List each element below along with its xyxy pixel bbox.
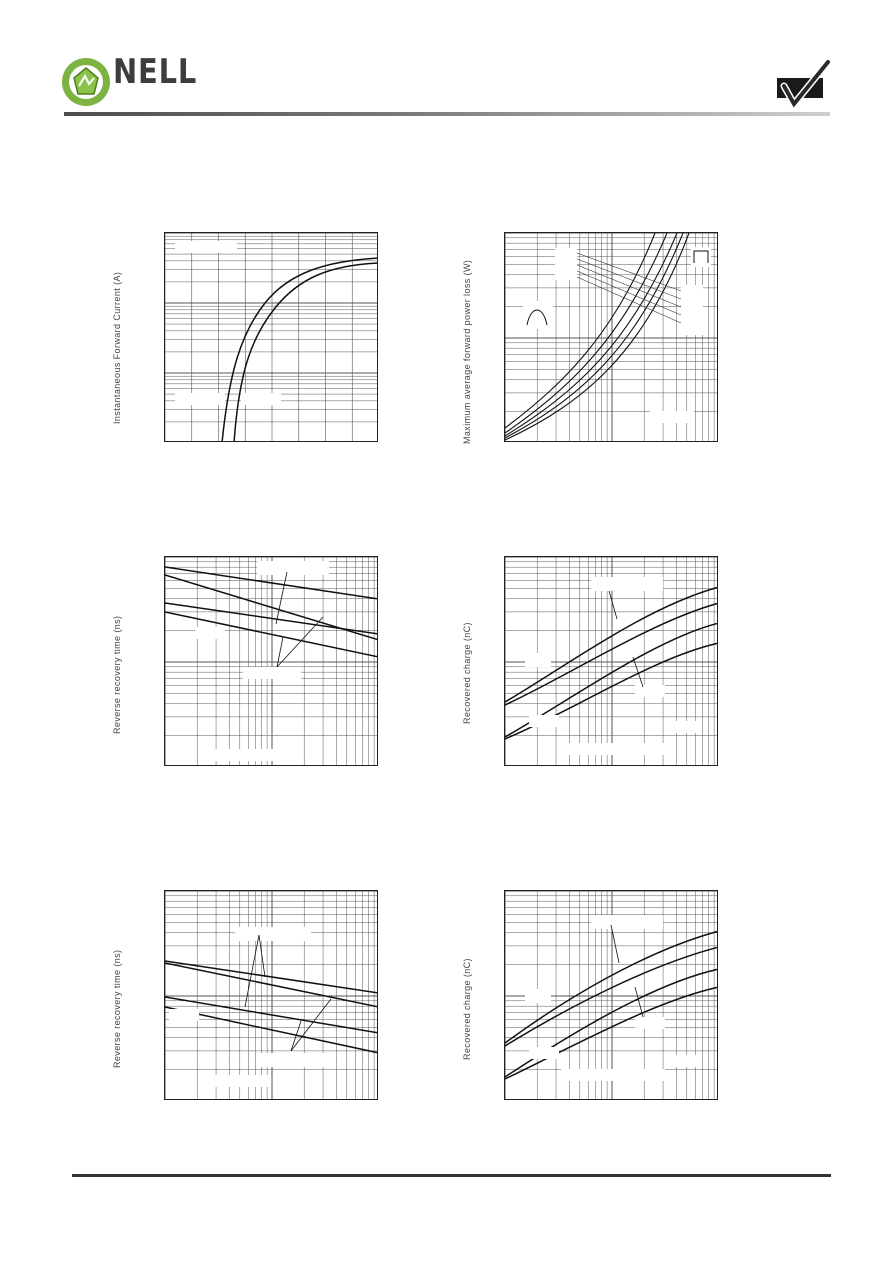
y-axis-label: Instantaneous Forward Current (A) [112,271,122,424]
reverse-recovery-time-chart [164,556,378,766]
y-axis-label: Maximum average forward power loss (W) [462,259,472,444]
header-rule [64,112,830,116]
y-axis-label: Recovered charge (nC) [462,958,472,1060]
forward-current-chart [164,232,378,442]
grid [165,891,378,1100]
power-loss-chart [504,232,718,442]
recovered-charge-chart [504,556,718,766]
nell-logo-icon [60,56,112,108]
y-axis-label: Reverse recovery time (ns) [112,949,122,1068]
y-axis-label: Recovered charge (nC) [462,622,472,724]
grid [505,233,718,442]
recovered-charge-chart-2 [504,890,718,1100]
reverse-recovery-time-chart-2 [164,890,378,1100]
grid [165,557,378,766]
grid [165,233,378,442]
checkmark-icon [774,60,830,110]
footer-rule [72,1174,831,1177]
brand-name: NELL [113,52,198,92]
y-axis-label: Reverse recovery time (ns) [112,615,122,734]
